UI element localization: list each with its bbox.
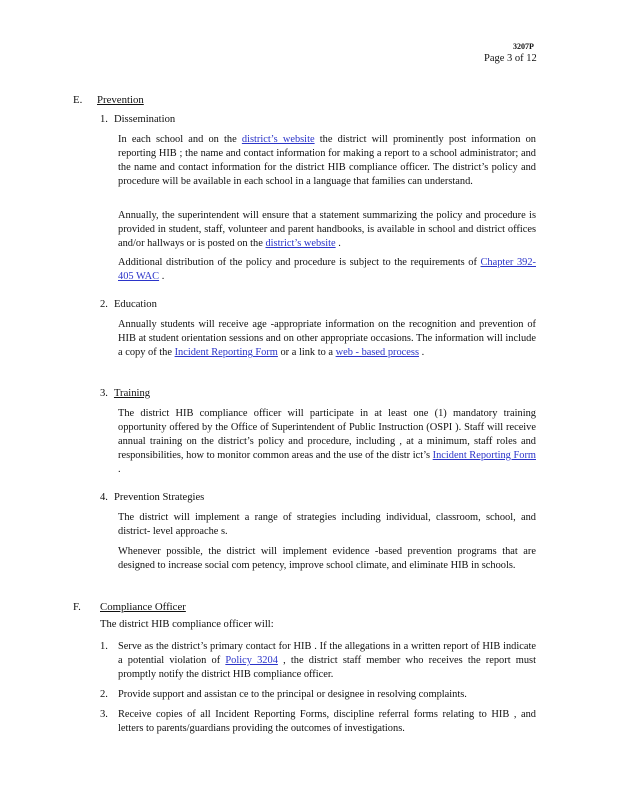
subsection-heading xyxy=(100,113,175,127)
subsection-number: 2. xyxy=(100,299,108,310)
paragraph: The district HIB compliance officer will participate in at least one (1) mandatory training opportunity offered by the Office of Superintendent of Public Instruction (OSPI ). Staff will receive annual training on the district’s policy and procedure, including , at a minimum, staff roles and responsibilities, how to monitor common areas and the use of the distr ict’s Incident Reporting Form . xyxy=(118,408,536,475)
document-link[interactable]: Policy 3204 xyxy=(225,655,278,666)
document-link[interactable]: Chapter 392-405 WAC xyxy=(118,257,536,282)
list-number: 2. xyxy=(100,689,108,700)
compliance-intro: The district HIB compliance officer will: xyxy=(100,619,274,630)
list-item: Serve as the district’s primary contact for HIB . If the allegations in a written report of HIB indicate a potential violation of Policy 3204 , the district staff member who receives the report must promptly notify the district HIB compliance officer. xyxy=(118,641,536,680)
list-item: Receive copies of all Incident Reporting Forms, discipline referral forms relating to HIB , and letters to parents/guardians providing the outcomes of investigations. xyxy=(118,709,536,734)
subsection-heading xyxy=(100,491,204,505)
section-letter: E. xyxy=(73,94,83,106)
section-title: Prevention xyxy=(97,94,144,106)
document-link[interactable]: Incident Reporting Form xyxy=(174,347,278,358)
document-code: 3207P xyxy=(513,42,534,51)
paragraph: Annually, the superintendent will ensure that a statement summarizing the policy and procedure is provided in student, staff, volunteer and parent handbooks, is available in school and district offices and/or hallways or is posted on the district’s website . xyxy=(118,210,536,249)
section-title: Compliance Officer xyxy=(100,601,186,613)
subsection-number: 1. xyxy=(100,114,108,125)
list-number: 1. xyxy=(100,641,108,652)
subsection-number: 4. xyxy=(100,492,108,503)
document-link[interactable]: district’s website xyxy=(265,238,336,249)
document-link[interactable]: Incident Reporting Form xyxy=(432,450,536,461)
paragraph: In each school and on the district’s website the district will prominently post information on reporting HIB ; the name and contact information for making a report to a school administrator; and the name and contact information for the district HIB compliance officer. The district’s policy and procedure will be available in each school in a language that families can understand. xyxy=(118,134,536,187)
list-item: Provide support and assistan ce to the principal or designee in resolving complaints. xyxy=(118,689,467,700)
page-number: Page 3 of 12 xyxy=(484,53,537,64)
subsection-heading xyxy=(100,387,150,401)
paragraph: Additional distribution of the policy and procedure is subject to the requirements of Chapter 392-405 WAC . xyxy=(118,257,536,282)
subsection-title: Dissemination xyxy=(113,114,176,125)
subsection-heading xyxy=(100,298,157,312)
list-number: 3. xyxy=(100,709,108,720)
subsection-title: Prevention Strategies xyxy=(113,492,205,503)
document-link[interactable]: district’s website xyxy=(241,134,315,145)
paragraph: Whenever possible, the district will implement evidence -based prevention programs that are designed to increase social com petency, improve school climate, and eliminate HIB in schools. xyxy=(118,546,536,571)
subsection-title: Training xyxy=(113,388,151,399)
paragraph: Annually students will receive age -appropriate information on the recognition and prevention of HIB at student orientation sessions and on other appropriate occasions. The information will include a copy of the Incident Reporting Form or a link to a web - based process . xyxy=(118,319,536,358)
subsection-title: Education xyxy=(113,299,157,310)
section-letter: F. xyxy=(73,601,81,613)
subsection-number: 3. xyxy=(100,388,108,399)
document-link[interactable]: web - based process xyxy=(335,347,419,358)
paragraph: The district will implement a range of strategies including individual, classroom, school, and district- level approache s. xyxy=(118,512,536,537)
